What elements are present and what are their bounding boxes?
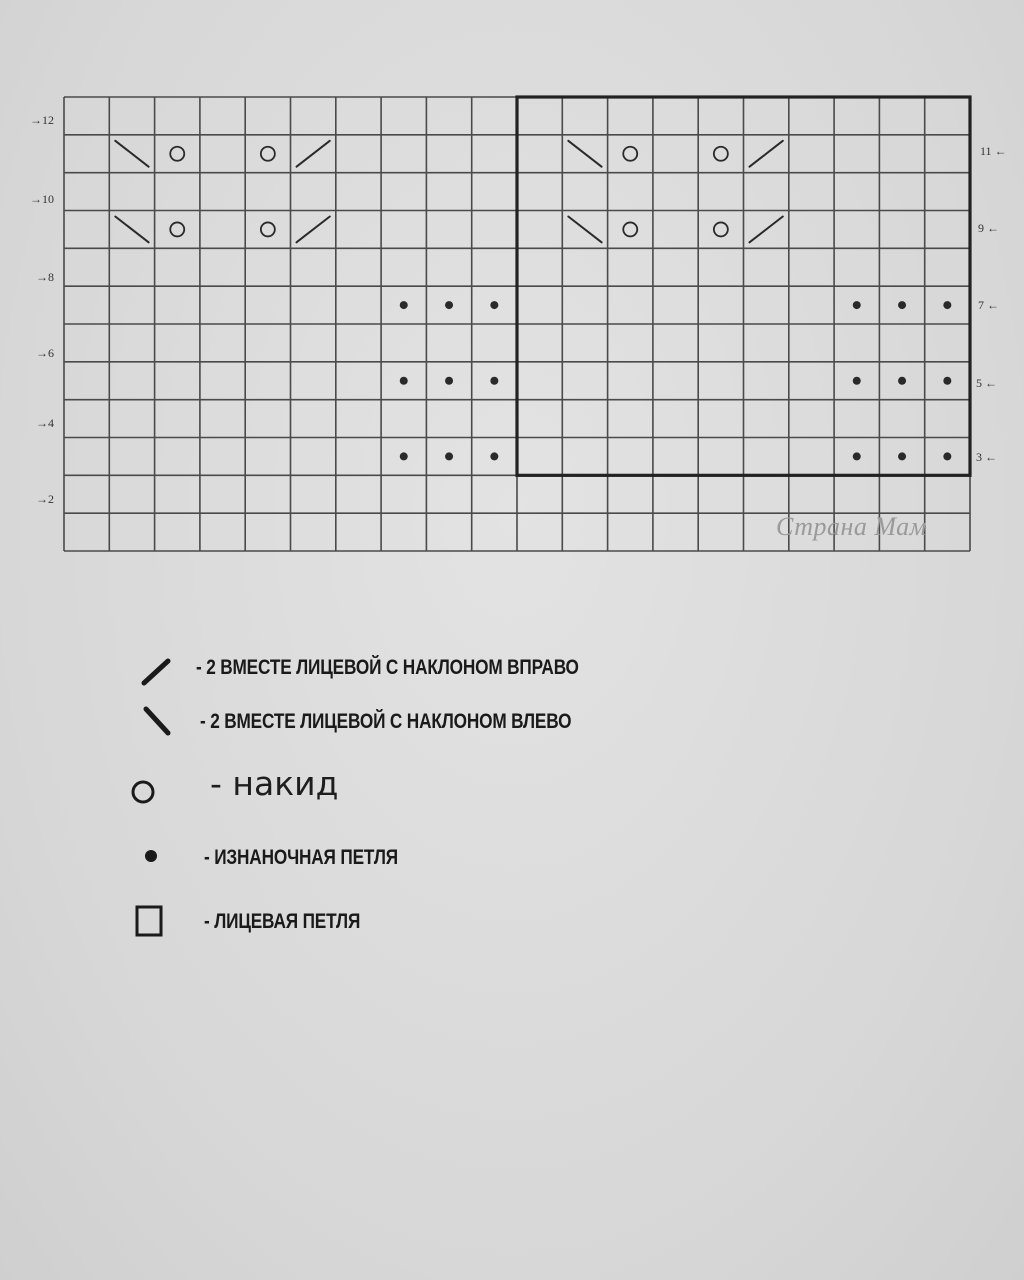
yarn-over-mark	[170, 222, 184, 236]
row-label-left-8: →8	[36, 270, 54, 284]
row-label-right-11: 11 ←	[980, 144, 1007, 158]
purl-stitch-mark	[943, 377, 951, 385]
purl-stitch-mark	[853, 452, 861, 460]
purl-stitch-mark	[943, 452, 951, 460]
yarn-over-mark	[714, 222, 728, 236]
purl-stitch-mark	[400, 301, 408, 309]
purl-stitch-mark	[490, 452, 498, 460]
legend-item-yarn-over: - накид	[210, 764, 339, 803]
purl-stitch-mark	[400, 452, 408, 460]
k2tog-left-mark	[568, 217, 601, 243]
dot-icon	[136, 842, 166, 872]
slash-right-icon	[138, 655, 178, 687]
purl-stitch-mark	[490, 377, 498, 385]
yarn-over-mark	[261, 147, 275, 161]
legend-item-knit: - ЛИЦЕВАЯ ПЕТЛЯ	[204, 910, 361, 933]
yarn-over-mark	[623, 147, 637, 161]
yarn-over-mark	[261, 222, 275, 236]
row-label-right-5: 5 ←	[976, 376, 997, 390]
purl-stitch-mark	[943, 301, 951, 309]
watermark: Страна Мам	[776, 512, 927, 541]
yarn-over-mark	[714, 147, 728, 161]
legend-item-k2tog-left: - 2 ВМЕСТЕ ЛИЦЕВОЙ С НАКЛОНОМ ВЛЕВО	[200, 710, 572, 733]
k2tog-right-mark	[297, 217, 330, 243]
legend-item-purl: - ИЗНАНОЧНАЯ ПЕТЛЯ	[204, 846, 398, 869]
purl-stitch-mark	[400, 377, 408, 385]
knitting-chart	[0, 0, 1024, 600]
purl-stitch-mark	[490, 301, 498, 309]
square-icon	[130, 900, 170, 944]
row-label-right-3: 3 ←	[976, 450, 997, 464]
yarn-over-mark	[170, 147, 184, 161]
purl-stitch-mark	[898, 301, 906, 309]
slash-left-icon	[138, 703, 178, 739]
row-label-right-7: 7 ←	[978, 298, 999, 312]
k2tog-left-mark	[568, 141, 601, 167]
k2tog-left-mark	[115, 141, 148, 167]
row-label-left-10: →10	[30, 192, 54, 206]
row-label-left-6: →6	[36, 346, 54, 360]
k2tog-right-mark	[297, 141, 330, 167]
k2tog-right-mark	[750, 141, 783, 167]
yarn-over-mark	[623, 222, 637, 236]
purl-stitch-mark	[853, 301, 861, 309]
row-label-right-9: 9 ←	[978, 221, 999, 235]
purl-stitch-mark	[445, 301, 453, 309]
row-label-left-12: →12	[30, 113, 54, 127]
purl-stitch-mark	[898, 452, 906, 460]
purl-stitch-mark	[898, 377, 906, 385]
k2tog-right-mark	[750, 217, 783, 243]
purl-stitch-mark	[445, 377, 453, 385]
k2tog-left-mark	[115, 217, 148, 243]
purl-stitch-mark	[853, 377, 861, 385]
purl-stitch-mark	[445, 452, 453, 460]
legend-item-k2tog-right: - 2 ВМЕСТЕ ЛИЦЕВОЙ С НАКЛОНОМ ВПРАВО	[196, 656, 579, 679]
circle-icon	[124, 775, 164, 811]
row-label-left-4: →4	[36, 416, 54, 430]
row-label-left-2: →2	[36, 492, 54, 506]
